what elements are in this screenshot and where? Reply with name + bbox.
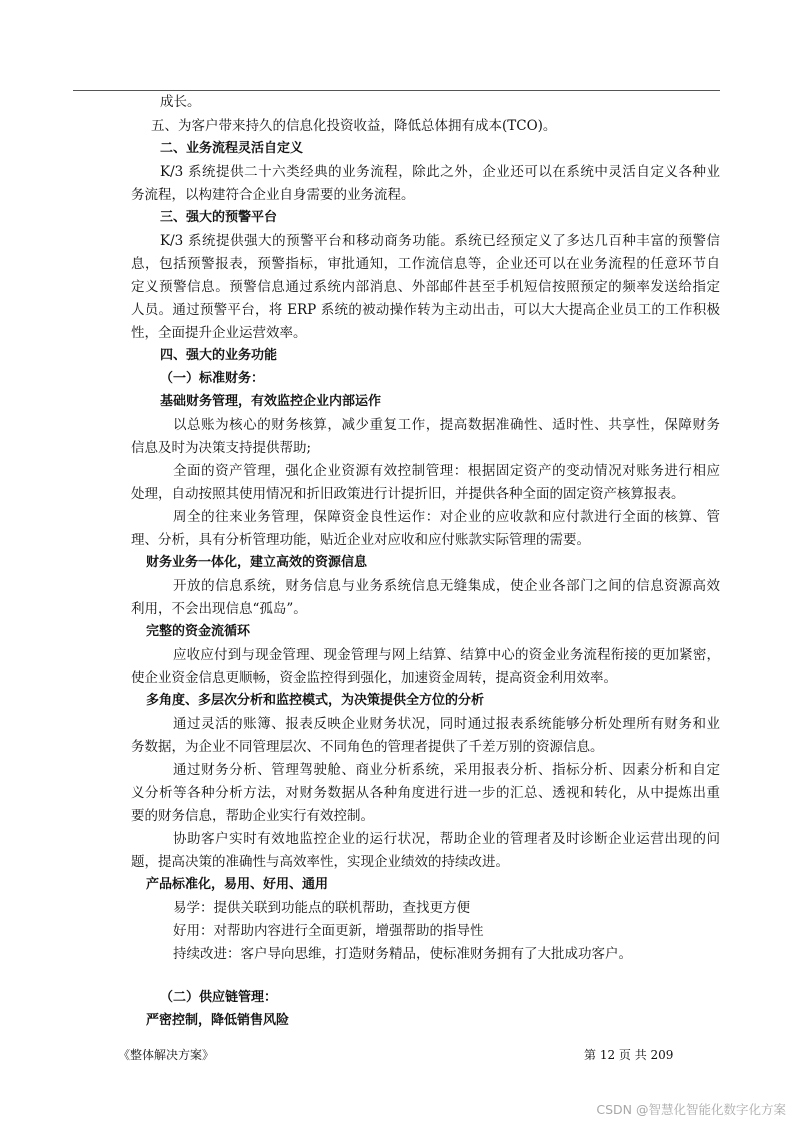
subsection-heading: （二）供应链管理： (160, 990, 278, 1005)
text-line: 应收应付到与现金管理、现金管理与网上结算、结算中心的资金业务流程衔接的更加紧密， (173, 647, 720, 663)
text-line: 开放的信息系统，财务信息与业务系统信息无缝集成，使企业各部门之间的信息资源高效 (173, 578, 720, 594)
text-line: K/3 系统提供强大的预警平台和移动商务功能。系统已经预定义了多达几百种丰富的预警信 (160, 233, 720, 249)
text-line: K/3 系统提供二十六类经典的业务流程，除此之外，企业还可以在系统中灵活自定义各种业 (160, 164, 720, 180)
text-line: 务数据，为企业不同管理层次、不同角色的管理者提供了千差万别的资源信息。 (131, 739, 604, 755)
text-line: 成长。 (160, 94, 201, 110)
section-heading: 三、强大的预警平台 (160, 210, 278, 225)
section-heading: 二、业务流程灵活自定义 (160, 141, 304, 156)
text-line: 性，全面提升企业运营效率。 (131, 325, 307, 341)
text-line: 通过灵活的账簿、报表反映企业财务状况，同时通过报表系统能够分析处理所有财务和业 (173, 716, 720, 732)
text-line: 义分析等各种分析方法，对财务数据从各种角度进行进一步的汇总、透视和转化，从中提炼出重 (131, 785, 720, 801)
text-line: 定义预警信息。预警信息通过系统内部消息、外部邮件甚至手机短信按照预定的频率发送给指定 (131, 279, 720, 295)
text-line: 全面的资产管理，强化企业资源有效控制管理：根据固定资产的变动情况对账务进行相应 (173, 463, 720, 479)
text-line: 使企业资金信息更顺畅，资金监控得到强化，加速资金周转，提高资金利用效率。 (131, 670, 617, 686)
text-line: 好用：对帮助内容进行全面更新，增强帮助的指导性 (173, 923, 484, 939)
topic-heading: 产品标准化，易用、好用、通用 (146, 877, 329, 892)
text-line: 务流程，以构建符合企业自身需要的业务流程。 (131, 187, 415, 203)
watermark: CSDN @智慧化智能化数字化方案 (596, 1102, 786, 1117)
text-line: 协助客户实时有效地监控企业的运行状况，帮助企业的管理者及时诊断企业运营出现的问 (173, 831, 720, 847)
text-line: 易学：提供关联到功能点的联机帮助，查找更方便 (173, 900, 470, 916)
header-rule (73, 90, 720, 91)
text-line: 处理，自动按照其使用情况和折旧政策进行计提折旧，并提供各种全面的固定资产核算报表。 (131, 486, 685, 502)
topic-heading: 财务业务一体化，建立高效的资源信息 (146, 555, 368, 570)
text-line: 五、为客户带来持久的信息化投资收益，降低总体拥有成本(TCO)。 (151, 118, 557, 134)
topic-heading: 严密控制，降低销售风险 (146, 1013, 290, 1028)
topic-heading: 多角度、多层次分析和监控模式，为决策提供全方位的分析 (146, 693, 485, 708)
topic-heading: 基础财务管理，有效监控企业内部运作 (160, 394, 382, 409)
text-line: 以总账为核心的财务核算，减少重复工作，提高数据准确性、适时性、共享性，保障财务 (173, 417, 720, 433)
text-line: 持续改进：客户导向思维，打造财务精品，使标准财务拥有了大批成功客户。 (173, 946, 632, 962)
text-line: 题，提高决策的准确性与高效率性，实现企业绩效的持续改进。 (131, 854, 509, 870)
text-line: 周全的往来业务管理，保障资金良性运作：对企业的应收款和应付款进行全面的核算、管 (173, 509, 720, 525)
footer-page-number: 第 12 页 共 209 (584, 1048, 674, 1062)
text-line: 要的财务信息，帮助企业实行有效控制。 (131, 808, 374, 824)
text-line: 息，包括预警报表，预警指标，审批通知，工作流信息等，企业还可以在业务流程的任意环节自 (131, 256, 720, 272)
section-heading: 四、强大的业务功能 (160, 348, 278, 363)
subsection-heading: （一）标准财务： (160, 371, 265, 386)
text-line: 理、分析，具有分析管理功能，贴近企业对应收和应付账款实际管理的需要。 (131, 532, 590, 548)
footer-document-title: 《整体解决方案》 (118, 1048, 215, 1062)
text-line: 信息及时为决策支持提供帮助; (131, 440, 312, 456)
text-line: 利用，不会出现信息“孤岛”。 (131, 601, 307, 617)
text-line: 人员。通过预警平台，将 ERP 系统的被动操作转为主动出击，可以大大提高企业员工的工作积极 (131, 302, 720, 318)
text-line: 通过财务分析、管理驾驶舱、商业分析系统，采用报表分析、指标分析、因素分析和自定 (173, 762, 720, 778)
topic-heading: 完整的资金流循环 (146, 624, 251, 639)
